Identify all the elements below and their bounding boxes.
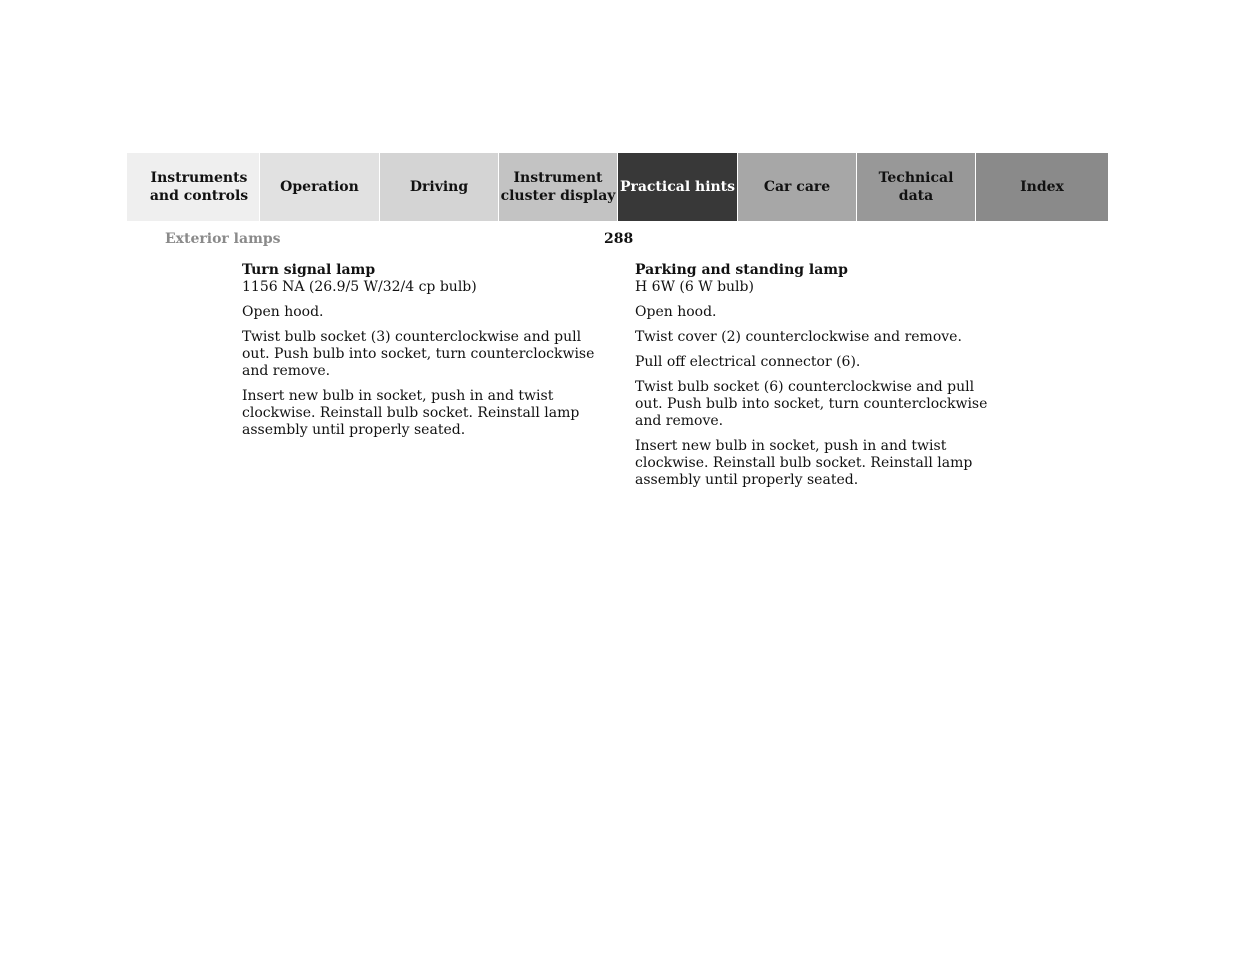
bulb-spec: H 6W (6 W bulb)	[635, 279, 754, 295]
instruction-step: Open hood.	[242, 304, 324, 320]
tab-instrument-cluster-display[interactable]: Instrument cluster display	[498, 153, 617, 221]
instruction-step: Twist bulb socket (3) counterclockwise and pull out. Push bulb into socket, turn counterclockwise and remove.	[242, 329, 595, 379]
instruction-step: Open hood.	[635, 304, 717, 320]
instruction-step: Insert new bulb in socket, push in and twist clockwise. Reinstall bulb socket. Reinstall lamp assembly until properly seated.	[635, 438, 973, 488]
tab-car-care[interactable]: Car care	[737, 153, 856, 221]
tab-index[interactable]: Index	[975, 153, 1108, 221]
page-number: 288	[604, 231, 634, 247]
turn-signal-lamp-section	[242, 262, 602, 447]
tab-operation[interactable]: Operation	[259, 153, 379, 221]
tab-practical-hints[interactable]: Practical hints	[617, 153, 737, 221]
section-heading: Turn signal lamp	[242, 262, 376, 278]
instruction-step: Twist cover (2) counterclockwise and remove.	[635, 329, 962, 345]
bulb-spec: 1156 NA (26.9/5 W/32/4 cp bulb)	[242, 279, 477, 295]
tab-technical-data[interactable]: Technical data	[856, 153, 975, 221]
instruction-step: Insert new bulb in socket, push in and twist clockwise. Reinstall bulb socket. Reinstall lamp assembly until properly seated.	[242, 388, 580, 438]
parking-standing-lamp-section	[635, 262, 995, 497]
chapter-nav	[127, 153, 1108, 221]
tab-driving[interactable]: Driving	[379, 153, 498, 221]
tab-instruments-and-controls[interactable]: Instruments and controls	[127, 153, 259, 221]
instruction-step: Pull off electrical connector (6).	[635, 354, 861, 370]
section-heading: Parking and standing lamp	[635, 262, 848, 278]
section-title: Exterior lamps	[165, 231, 281, 247]
instruction-step: Twist bulb socket (6) counterclockwise and pull out. Push bulb into socket, turn counterclockwise and remove.	[635, 379, 988, 429]
